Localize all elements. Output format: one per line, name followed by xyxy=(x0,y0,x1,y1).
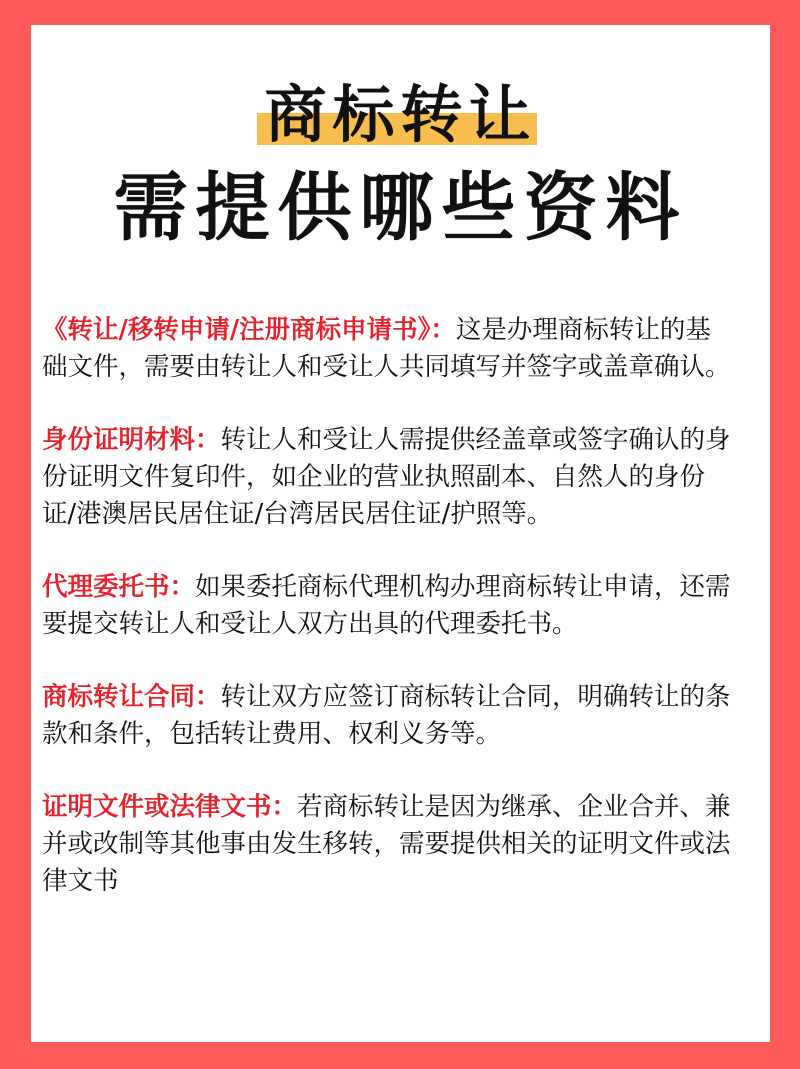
section-text: 如果委托商标代理机构办理商标转让申请，还需 xyxy=(195,572,731,602)
section-legal-documents xyxy=(42,789,762,900)
text-line: 础文件，需要由转让人和受让人共同填写并签字或盖章确认。 xyxy=(42,352,731,382)
section-label: 代理委托书： xyxy=(42,572,196,602)
text-line xyxy=(42,679,762,716)
section-text: 这是办理商标转让的基 xyxy=(455,315,711,345)
section-power-of-attorney xyxy=(42,569,762,643)
text-line: 并或改制等其他事由发生移转，需要提供相关的证明文件或法 xyxy=(42,829,731,859)
text-line: 要提交转让人和受让人双方出具的代理委托书。 xyxy=(42,609,578,639)
text-line: 律文书 xyxy=(42,866,119,896)
section-label: 《转让/移转申请/注册商标申请书》： xyxy=(42,315,456,345)
section-transfer-contract xyxy=(42,679,762,753)
text-line: 份证明文件复印件，如企业的营业执照副本、自然人的身份 xyxy=(42,462,706,492)
section-text: 转让人和受让人需提供经盖章或签字确认的身 xyxy=(220,425,731,455)
section-text: 若商标转让是因为继承、企业合并、兼 xyxy=(297,792,731,822)
page-title-line-2: 需提供哪些资料 xyxy=(113,165,688,251)
section-label: 身份证明材料： xyxy=(42,425,221,455)
section-label: 证明文件或法律文书： xyxy=(42,792,298,822)
section-text: 转让双方应签订商标转让合同，明确转让的条 xyxy=(220,682,731,712)
page-title-line-1: 商标转让 xyxy=(264,78,537,151)
text-line xyxy=(42,569,762,606)
text-line xyxy=(42,789,762,826)
text-line: 证/港澳居民居住证/台湾居民居住证/护照等。 xyxy=(42,499,553,529)
text-line xyxy=(42,312,762,349)
content-panel xyxy=(31,25,770,1042)
text-line: 款和条件，包括转让费用、权利义务等。 xyxy=(42,719,502,749)
section-application-form xyxy=(42,312,762,386)
text-line xyxy=(42,422,762,459)
section-label: 商标转让合同： xyxy=(42,682,221,712)
section-identity-docs xyxy=(42,422,762,533)
document-body xyxy=(42,312,762,936)
